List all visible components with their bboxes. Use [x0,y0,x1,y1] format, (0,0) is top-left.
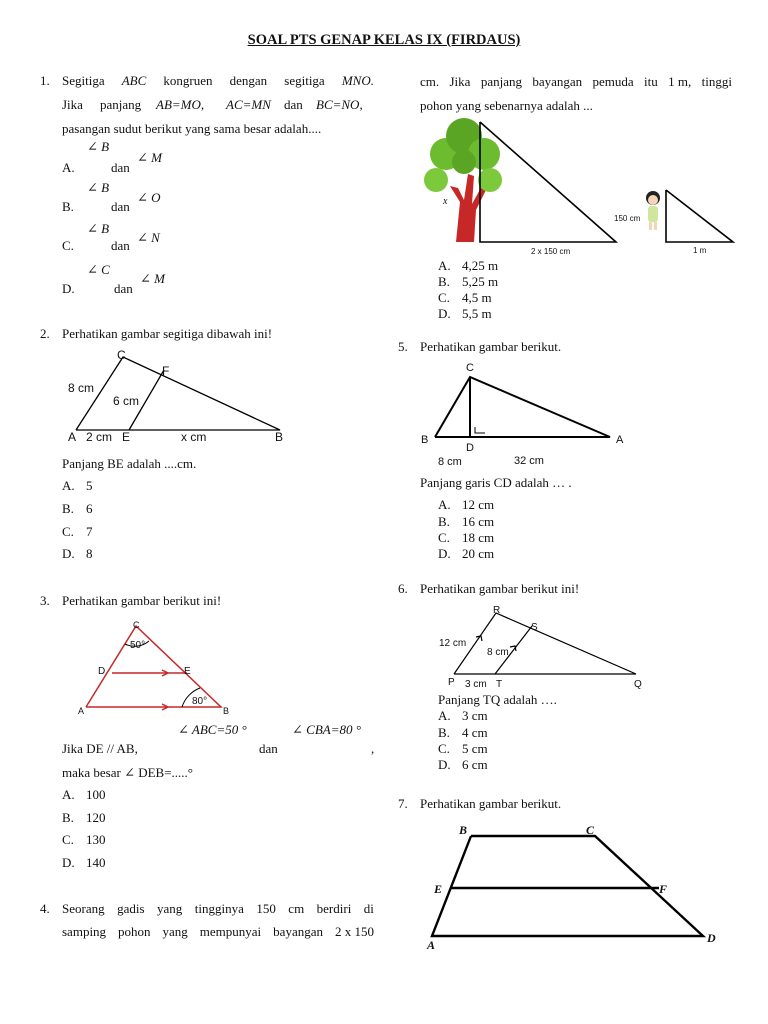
question-2-question: Panjang BE adalah ....cm. [62,456,197,471]
question-4-line-4: pohon yang sebenarnya adalah ... [420,98,593,113]
question-6-question: Panjang TQ adalah …. [438,692,557,707]
question-7-text: Perhatikan gambar berikut. [420,796,562,811]
trapezoid-figure-q7 [425,830,715,945]
question-1-line-1: Segitiga ABC kongruen dengan segitiga MNO. [62,73,374,88]
question-2-text: Perhatikan gambar segitiga dibawah ini! [62,326,273,341]
question-1-line-3: pasangan sudut berikut yang sama besar adalah.... [62,121,322,136]
question-4-line-2: samping pohon yang mempunyai bayangan 2 x 150 [62,924,374,939]
question-number: 1. [40,73,50,88]
question-5-question: Panjang garis CD adalah … . [420,475,572,490]
page-title: SOAL PTS GENAP KELAS IX (FIRDAUS) [247,32,521,48]
right-triangle-figure-q5 [425,366,625,446]
question-5-text: Perhatikan gambar berikut. [420,339,562,354]
tree-shadow-figure-q4 [420,114,740,260]
question-3-line-3: maka besar ∠ DEB=.....° [62,765,194,780]
tree-icon [424,118,502,242]
girl-icon [646,191,660,230]
question-3-text: Perhatikan gambar berikut ini! [62,593,222,608]
question-6-text: Perhatikan gambar berikut ini! [420,581,580,596]
question-4-line-1: Seorang gadis yang tingginya 150 cm berdiri di [62,901,374,916]
question-4-line-3: cm. Jika panjang bayangan pemuda itu 1 m, tinggi [420,74,732,89]
triangle-figure-q6 [440,600,650,680]
